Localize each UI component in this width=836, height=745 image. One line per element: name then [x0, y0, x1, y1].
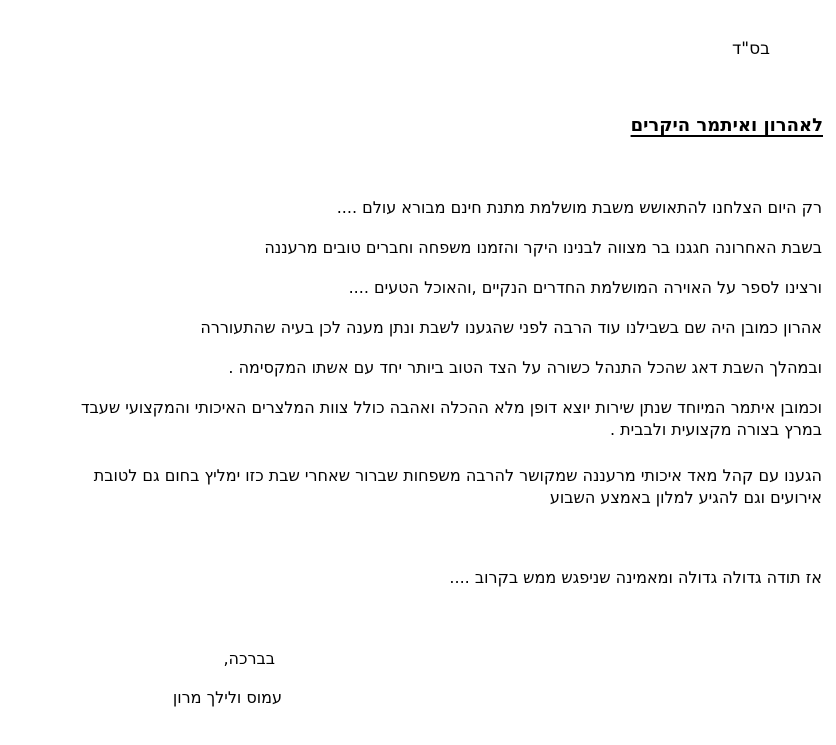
- letter-heading: לאהרון ואיתמר היקרים: [630, 115, 823, 136]
- paragraph-itamar-service: וכמובן איתמר המיוחד שנתן שירות יוצא דופן מלא ההכלה ואהבה כולל צוות המלצרים האיכותי והמקצועי שעבד במרץ בצורה מקצועית ולבבית .: [80, 398, 822, 439]
- paragraph-recommendation: הגענו עם קהל מאד איכותי מרעננה שמקושר להרבה משפחות שברור שאחרי שבת כזו ימליץ בחום גם לטובת אירועים וגם להגיע למלון באמצע השבוע: [93, 466, 822, 507]
- paragraph-bar-mitzvah: בשבת האחרונה חגגנו בר מצווה לבנינו היקר והזמנו משפחה וחברים טובים מרעננה: [264, 238, 822, 257]
- paragraph-gratitude: רק היום הצלחנו להתאושש משבת מושלמת מתנת חינם מבורא עולם ....: [336, 198, 822, 217]
- letter-body: [62, 197, 822, 709]
- paragraph-aharon-before: אהרון כמובן היה שם בשבילנו עוד הרבה לפני שהגענו לשבת ונתן מענה לכן בעיה שהתעוררה: [200, 318, 822, 337]
- paragraph-aharon-shabbat: ובמהלך השבת דאג שהכל התנהל כשורה על הצד הטוב ביותר יחד עם אשתו המקסימה .: [228, 358, 822, 377]
- bsd-header: בס"ד: [732, 39, 770, 59]
- closing-line: בברכה,: [223, 649, 275, 668]
- signature-line: עמוס ולילך מרון: [172, 688, 282, 707]
- paragraph-atmosphere: ורצינו לספר על האוירה המושלמת החדרים הנקיים ,והאוכל הטעים ....: [348, 278, 822, 297]
- paragraph-thanks: אז תודה גדולה גדולה ומאמינה שניפגש ממש בקרוב ....: [449, 568, 822, 587]
